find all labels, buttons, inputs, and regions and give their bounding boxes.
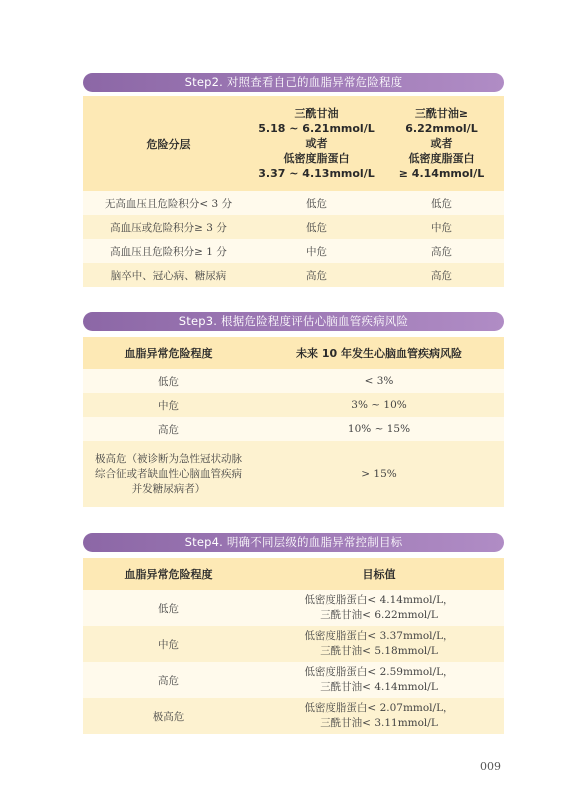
step2-title: Step2. 对照查看自己的血脂异常危险程度	[83, 73, 504, 92]
table-row	[83, 215, 504, 239]
risk-level: 低危	[83, 590, 254, 626]
table-row	[83, 698, 504, 734]
label-line: 并发糖尿病者）	[131, 482, 206, 495]
target-line: 低密度脂蛋白< 2.59mmol/L，	[304, 666, 454, 678]
step3-section	[83, 312, 504, 507]
step3-table	[83, 337, 504, 507]
risk-level: 中危	[379, 215, 504, 239]
table-row	[83, 417, 504, 441]
risk-value: 10% ~ 15%	[254, 417, 504, 441]
risk-level: 低危	[254, 215, 379, 239]
table-row	[83, 393, 504, 417]
header-line: 低密度脂蛋白	[408, 152, 475, 165]
step2-header-risk-layer: 危险分层	[83, 96, 254, 191]
table-row	[83, 662, 504, 698]
risk-level: 中危	[254, 239, 379, 263]
risk-level: 中危	[83, 626, 254, 662]
header-line: 或者	[305, 137, 328, 150]
header-line: 3.37 ~ 4.13mmol/L	[258, 167, 375, 180]
step3-header-row	[83, 337, 504, 369]
target-line: 低密度脂蛋白< 2.07mmol/L，	[304, 702, 454, 714]
risk-value: 3% ~ 10%	[254, 393, 504, 417]
risk-level: 极高危	[83, 698, 254, 734]
header-line: 三酰甘油≥ 6.22mmol/L	[405, 107, 478, 135]
step3-header-level: 血脂异常危险程度	[83, 337, 254, 369]
step2-header-moderate	[254, 96, 379, 191]
step4-table	[83, 558, 504, 734]
risk-value: < 3%	[254, 369, 504, 393]
target-value	[254, 698, 504, 734]
target-line: 三酰甘油< 3.11mmol/L	[320, 717, 438, 729]
step4-header-row	[83, 558, 504, 590]
label-line: 极高危（被诊断为急性冠状动脉	[95, 452, 242, 465]
risk-level: 高危	[254, 263, 379, 287]
risk-value: > 15%	[254, 441, 504, 507]
step3-header-risk: 未来 10 年发生心脑血管疾病风险	[254, 337, 504, 369]
table-row	[83, 441, 504, 507]
target-line: 三酰甘油< 4.14mmol/L	[320, 681, 438, 693]
risk-level-very-high	[83, 441, 254, 507]
risk-level: 低危	[83, 369, 254, 393]
step4-header-level: 血脂异常危险程度	[83, 558, 254, 590]
header-line: 三酰甘油	[294, 107, 339, 120]
header-line: 低密度脂蛋白	[283, 152, 350, 165]
page-number: 009	[480, 760, 501, 773]
header-line: 5.18 ~ 6.21mmol/L	[258, 122, 375, 135]
target-line: 三酰甘油< 5.18mmol/L	[320, 645, 438, 657]
risk-condition: 高血压或危险积分≥ 3 分	[83, 215, 254, 239]
target-line: 三酰甘油< 6.22mmol/L	[320, 609, 438, 621]
risk-level: 中危	[83, 393, 254, 417]
header-line: 或者	[430, 137, 453, 150]
risk-level: 高危	[83, 417, 254, 441]
step3-title: Step3. 根据危险程度评估心脑血管疾病风险	[83, 312, 504, 331]
risk-level: 低危	[254, 191, 379, 215]
table-row	[83, 590, 504, 626]
risk-level: 高危	[379, 239, 504, 263]
target-value	[254, 590, 504, 626]
step2-table	[83, 96, 504, 287]
risk-level: 高危	[379, 263, 504, 287]
step4-section	[83, 533, 504, 734]
table-row	[83, 191, 504, 215]
risk-condition: 高血压且危险积分≥ 1 分	[83, 239, 254, 263]
table-row	[83, 626, 504, 662]
target-value	[254, 626, 504, 662]
step2-header-high	[379, 96, 504, 191]
target-line: 低密度脂蛋白< 4.14mmol/L，	[304, 594, 454, 606]
step4-header-target: 目标值	[254, 558, 504, 590]
step2-header-row	[83, 96, 504, 191]
header-line: ≥ 4.14mmol/L	[398, 167, 485, 180]
risk-condition: 无高血压且危险积分< 3 分	[83, 191, 254, 215]
target-value	[254, 662, 504, 698]
table-row	[83, 239, 504, 263]
risk-level: 低危	[379, 191, 504, 215]
risk-level: 高危	[83, 662, 254, 698]
table-row	[83, 263, 504, 287]
table-row	[83, 369, 504, 393]
target-line: 低密度脂蛋白< 3.37mmol/L，	[304, 630, 454, 642]
risk-condition: 脑卒中、冠心病、糖尿病	[83, 263, 254, 287]
label-line: 综合征或者缺血性心脑血管疾病	[95, 467, 242, 480]
step2-section	[83, 73, 504, 287]
step4-title: Step4. 明确不同层级的血脂异常控制目标	[83, 533, 504, 552]
